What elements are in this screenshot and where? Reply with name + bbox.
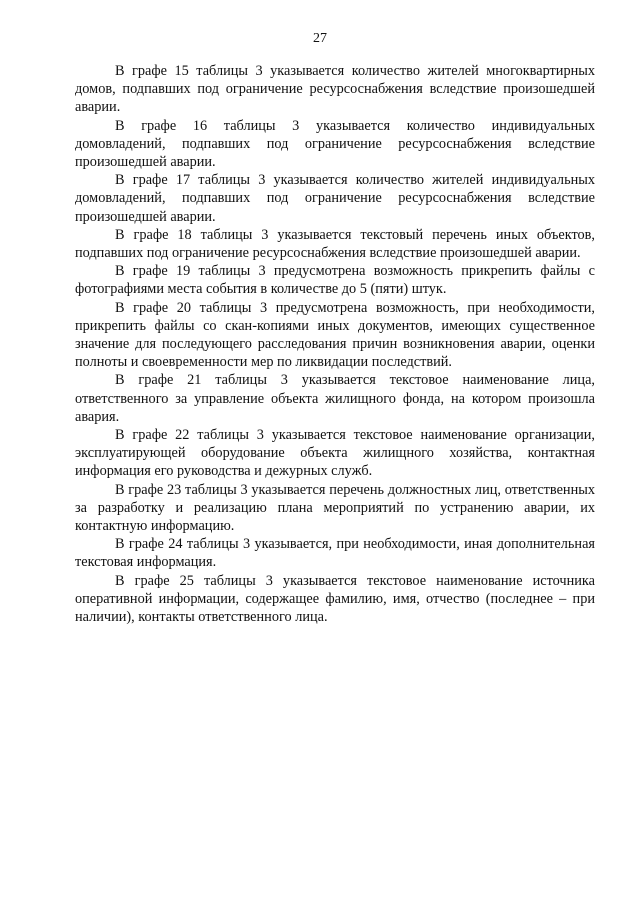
paragraph-column-20: В графе 20 таблицы 3 предусмотрена возможность, при необходимости, прикрепить файлы со скан-копиями иных документов, имеющих существенное значение для последующего расследования причин возникновения аварии, оценки полноты и своевременности мер по ликвидации последствий. — [75, 299, 595, 371]
paragraph-column-16: В графе 16 таблицы 3 указывается количество индивидуальных домовладений, подпавших под ограничение ресурсоснабжения вследствие произошедшей аварии. — [75, 117, 595, 171]
paragraph-column-24: В графе 24 таблицы 3 указывается, при необходимости, иная дополнительная текстовая информация. — [75, 536, 595, 571]
body-text — [75, 62, 595, 626]
paragraph-column-17: В графе 17 таблицы 3 указывается количество жителей индивидуальных домовладений, подпавших под ограничение ресурсоснабжения вследствие произошедшей аварии. — [75, 172, 595, 225]
paragraph-column-25: В графе 25 таблицы 3 указывается текстовое наименование источника оперативной информации, содержащее фамилию, имя, отчество (последнее – при наличии), контакты ответственного лица. — [75, 572, 595, 626]
paragraph-column-15: В графе 15 таблицы 3 указывается количество жителей многоквартирных домов, подпавших под ограничение ресурсоснабжения вследствие произошедшей аварии. — [75, 63, 595, 116]
paragraph-column-23: В графе 23 таблицы 3 указывается перечень должностных лиц, ответственных за разработку и реализацию плана мероприятий по устранению аварии, их контактную информацию. — [75, 481, 595, 535]
paragraph-column-22: В графе 22 таблицы 3 указывается текстовое наименование организации, эксплуатирующей оборудование объекта жилищного хозяйства, контактная информация его руководства и дежурных служб. — [75, 427, 595, 480]
paragraph-column-21: В графе 21 таблицы 3 указывается текстовое наименование лица, ответственного за управление объекта жилищного фонда, на котором произошла авария. — [75, 372, 595, 425]
page-number: 27 — [313, 31, 327, 46]
paragraph-column-19: В графе 19 таблицы 3 предусмотрена возможность прикрепить файлы с фотографиями места события в количестве до 5 (пяти) штук. — [75, 263, 595, 298]
paragraph-column-18: В графе 18 таблицы 3 указывается текстовый перечень иных объектов, подпавших под ограничение ресурсоснабжения вследствие произошедшей аварии. — [75, 226, 595, 262]
